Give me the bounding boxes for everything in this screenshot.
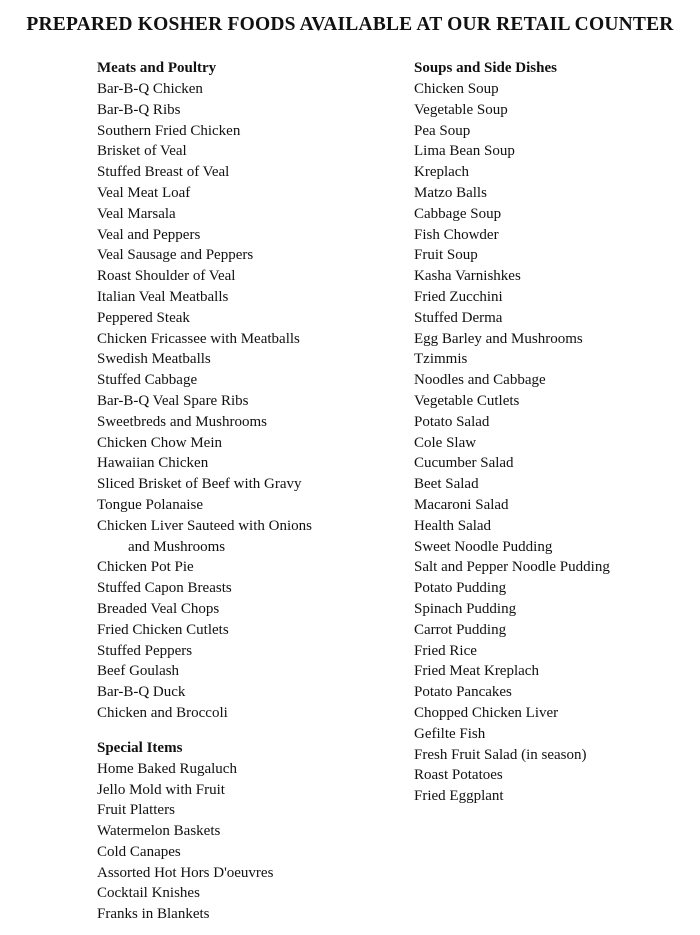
list-item: Assorted Hot Hors D'oeuvres [97,864,274,881]
list-item: Stuffed Derma [414,309,503,326]
right-column [414,58,694,807]
list-item: Italian Veal Meatballs [97,288,229,305]
list-item: Noodles and Cabbage [414,372,546,389]
list-item: Roast Potatoes [414,767,503,784]
section-heading: Special Items [97,739,183,756]
list-item: Gefilte Fish [414,725,486,742]
list-item: Fried Eggplant [414,788,504,805]
item-list [97,759,397,925]
list-item: Southern Fried Chicken [97,122,241,139]
list-item: Fried Meat Kreplach [414,663,539,680]
list-item: Bar-B-Q Duck [97,684,186,701]
list-item: Bar-B-Q Veal Spare Ribs [97,392,249,409]
section-meats-and-poultry [97,58,397,724]
section-heading: Soups and Side Dishes [414,60,557,76]
list-item: Chicken Chow Mein [97,434,222,451]
list-item: Veal Marsala [97,205,176,222]
list-item: Stuffed Breast of Veal [97,164,230,181]
list-item: Bar-B-Q Chicken [97,81,203,97]
list-item: Stuffed Peppers [97,642,193,659]
list-item: and Mushrooms [128,538,226,555]
list-item: Veal and Peppers [97,226,201,243]
list-item: Chicken Liver Sauteed with Onions [97,517,312,534]
list-item: Health Salad [414,517,492,534]
list-item: Cole Slaw [414,434,477,451]
list-item: Sweetbreds and Mushrooms [97,413,267,430]
left-column [97,58,397,925]
item-list [414,79,694,807]
list-item: Potato Salad [414,413,490,430]
list-item: Cucumber Salad [414,455,514,472]
list-item: Veal Meat Loaf [97,184,191,201]
list-item: Fresh Fruit Salad (in season) [414,746,587,763]
list-item: Carrot Pudding [414,621,507,638]
section-heading: Meats and Poultry [97,60,217,76]
list-item: Chicken Pot Pie [97,559,194,576]
list-item: Tongue Polanaise [97,496,204,513]
list-item: Chicken Soup [414,81,499,97]
list-item: Potato Pancakes [414,684,512,701]
list-item: Kasha Varnishkes [414,268,521,285]
list-item: Fried Zucchini [414,288,503,305]
list-item: Egg Barley and Mushrooms [414,330,583,347]
list-item: Swedish Meatballs [97,351,211,368]
list-item: Chicken Fricassee with Meatballs [97,330,300,347]
list-item: Tzimmis [414,351,468,368]
list-item: Breaded Veal Chops [97,600,220,617]
list-item: Macaroni Salad [414,496,509,513]
list-item: Beet Salad [414,476,479,493]
list-item: Stuffed Cabbage [97,372,198,389]
list-item: Chopped Chicken Liver [414,704,559,721]
list-item: Kreplach [414,164,469,181]
list-item: Lima Bean Soup [414,143,515,160]
list-item: Franks in Blankets [97,906,210,923]
list-item: Brisket of Veal [97,143,187,160]
section-soups-and-side-dishes [414,58,694,807]
list-item: Chicken and Broccoli [97,704,228,721]
list-item: Beef Goulash [97,663,180,680]
list-item: Fruit Soup [414,247,478,264]
list-item: Stuffed Capon Breasts [97,580,232,597]
list-item: Jello Mold with Fruit [97,781,225,798]
list-item: Peppered Steak [97,309,190,326]
section-special-items [97,738,397,925]
list-item: Cold Canapes [97,843,181,860]
list-item: Bar-B-Q Ribs [97,101,181,118]
list-item: Salt and Pepper Noodle Pudding [414,559,610,576]
list-item: Cabbage Soup [414,205,502,222]
list-item: Watermelon Baskets [97,823,221,840]
list-item: Fish Chowder [414,226,499,243]
list-item: Potato Pudding [414,580,507,597]
list-item: Roast Shoulder of Veal [97,268,236,285]
list-item: Spinach Pudding [414,600,517,617]
item-list [97,79,397,724]
list-item: Sweet Noodle Pudding [414,538,553,555]
list-item: Vegetable Soup [414,101,508,118]
list-item: Veal Sausage and Peppers [97,247,254,264]
page-title: PREPARED KOSHER FOODS AVAILABLE AT OUR RETAIL COUNTER [26,14,674,35]
list-item: Hawaiian Chicken [97,455,209,472]
list-item: Pea Soup [414,122,471,139]
list-item: Fried Chicken Cutlets [97,621,229,638]
list-item: Cocktail Knishes [97,885,200,902]
list-item: Fruit Platters [97,802,175,819]
list-item: Fried Rice [414,642,477,659]
list-item: Matzo Balls [414,184,487,201]
list-item: Vegetable Cutlets [414,392,520,409]
list-item: Sliced Brisket of Beef with Gravy [97,476,302,493]
list-item: Home Baked Rugaluch [97,760,237,777]
